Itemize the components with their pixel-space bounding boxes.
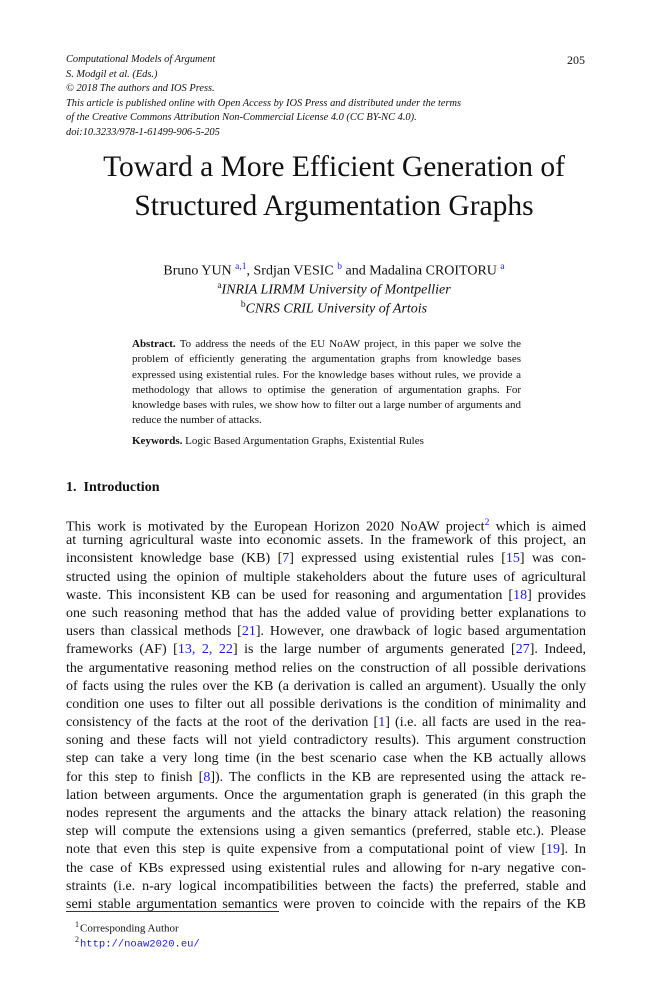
- citation-link[interactable]: 13, 2, 22: [177, 642, 233, 658]
- body-line: step will compute the extensions using a given semantics (preferred, stable etc.). Please: [66, 824, 586, 840]
- meta-line: © 2018 The authors and IOS Press.: [66, 83, 215, 95]
- citation-link[interactable]: 18: [513, 587, 528, 603]
- paper-title: [40, 148, 628, 226]
- body-line: soning and these facts will not yield contradictory results). This argument construction: [66, 733, 586, 749]
- title-line-1: Toward a More Efficient Generation of: [103, 151, 565, 183]
- page-number: 205: [567, 53, 585, 67]
- body-line: waste. This inconsistent KB can be used for reasoning and argumentation [18] provides: [66, 587, 586, 603]
- author-affiliation-link[interactable]: b: [337, 262, 343, 272]
- body-line: step can take a very long time (in the best scenario case when the KB actually allows: [66, 751, 586, 767]
- footnote-text: Corresponding Author: [80, 922, 179, 935]
- footnote: [76, 933, 200, 952]
- author-name: Srdjan VESIC: [253, 263, 334, 279]
- citation-link[interactable]: 7: [282, 551, 290, 567]
- section-heading: [66, 480, 159, 496]
- section-title: Introduction: [83, 480, 160, 495]
- body-text: [66, 514, 586, 914]
- citation-link[interactable]: 27: [515, 642, 530, 658]
- body-line: straints (i.e. n-ary logical incompatibilities between the facts) the preferred, stable and: [66, 878, 586, 894]
- meta-line: This article is published online with Open Access by IOS Press and distributed under the terms: [66, 97, 462, 109]
- author-name: Madalina CROITORU: [369, 263, 497, 279]
- publication-meta: [66, 53, 586, 141]
- body-line: frameworks (AF) [13, 2, 22] is the large number of arguments generated [27]. Indeed,: [66, 642, 586, 658]
- keywords-text: Logic Based Argumentation Graphs, Existential Rules: [185, 435, 424, 447]
- footnote-mark: 1: [75, 920, 79, 929]
- body-line: consistency of the facts at the root of the derivation [1] (i.e. all facts are used in the rea-: [66, 715, 586, 731]
- body-line: of facts using the rules over the KB (a derivation is called an argument). Usually the only: [66, 678, 586, 694]
- meta-line: doi:10.3233/978-1-61499-906-5-205: [66, 126, 220, 138]
- citation-link[interactable]: 21: [241, 624, 256, 640]
- body-line: the case of KBs expressed using existential rules and allowing for n-ary negative con-: [66, 860, 586, 876]
- body-line: lation between arguments. Once the argumentation graph is generated (in this graph the: [66, 787, 586, 803]
- body-line: note that even this step is quite expensive from a computational point of view [19]. In: [66, 842, 587, 858]
- footnote-mark: 2: [75, 935, 79, 944]
- meta-line: Computational Models of Argument: [66, 54, 216, 65]
- body-line: at turning agricultural waste into economic assets. In the framework of this project, an: [66, 533, 586, 549]
- meta-line: S. Modgil et al. (Eds.): [66, 68, 158, 80]
- affiliation-mark: a: [217, 281, 222, 291]
- author-separator: ,: [246, 263, 254, 279]
- affiliation-mark: b: [240, 300, 246, 310]
- keywords-label: Keywords.: [132, 435, 183, 447]
- citation-link[interactable]: 19: [546, 842, 560, 858]
- footnote-link[interactable]: http://noaw2020.eu/: [80, 938, 200, 951]
- meta-line: of the Creative Commons Attribution Non-Commercial License 4.0 (CC BY-NC 4.0).: [66, 112, 417, 124]
- section-number: 1.: [66, 480, 77, 495]
- abstract-text: To address the needs of the EU NoAW project, in this paper we solve the problem of efficiently generating the argumentation graphs from knowledge bases expressed using existential rules. For the knowledge bases without rules, we provide a methodology that allows to optimise the generation of argumentation graphs. For knowledge bases with rules, we show how to filter out a large number of arguments and reduce the number of attacks.: [132, 338, 521, 427]
- body-line: semi stable argumentation semantics were proven to coincide with the repairs of the KB: [66, 896, 586, 912]
- keywords: [132, 434, 521, 449]
- body-line: for this step to finish [8]). The conflicts in the KB are represented using the attack re-: [66, 769, 586, 785]
- body-line: nodes represent the arguments and the attacks the binary attack relation) the reasoning: [66, 806, 586, 821]
- author-affiliation-link[interactable]: a,1: [235, 262, 247, 272]
- footnote-rule: [66, 911, 279, 912]
- body-line: users than classical methods [21]. However, one drawback of logic based argumentation: [66, 624, 586, 640]
- body-line: inconsistent knowledge base (KB) [7] expressed using existential rules [15] was con-: [66, 551, 587, 567]
- citation-link[interactable]: 1: [378, 715, 386, 731]
- body-line: condition one uses to filter out all possible derivations is the condition of minimality and: [66, 696, 586, 712]
- author-affiliation-link[interactable]: a: [500, 262, 505, 272]
- affiliation-text: CNRS CRIL University of Artois: [245, 301, 428, 317]
- abstract-label: Abstract.: [132, 338, 176, 350]
- abstract: [132, 337, 521, 429]
- affiliation: [0, 296, 668, 319]
- author-separator: and: [342, 263, 370, 279]
- affiliation-text: INRIA LIRMM University of Montpellier: [221, 282, 451, 298]
- body-line: one such reasoning method that has the added value of providing better explanations to: [66, 605, 586, 621]
- body-line: This work is motivated by the European Horizon 2020 NoAW project$^2$ which is aimed: [66, 518, 586, 535]
- body-line: the argumentative reasoning method relies on the construction of all possible derivations: [66, 660, 586, 676]
- author-name: Bruno YUN: [163, 263, 232, 279]
- body-line: structed using the opinion of multiple stakeholders about the future uses of agricultural: [66, 569, 586, 585]
- title-line-2: Structured Argumentation Graphs: [134, 190, 534, 222]
- citation-link[interactable]: 8: [203, 769, 211, 785]
- footnote-ref-link[interactable]: 2: [484, 518, 490, 528]
- citation-link[interactable]: 15: [505, 551, 520, 567]
